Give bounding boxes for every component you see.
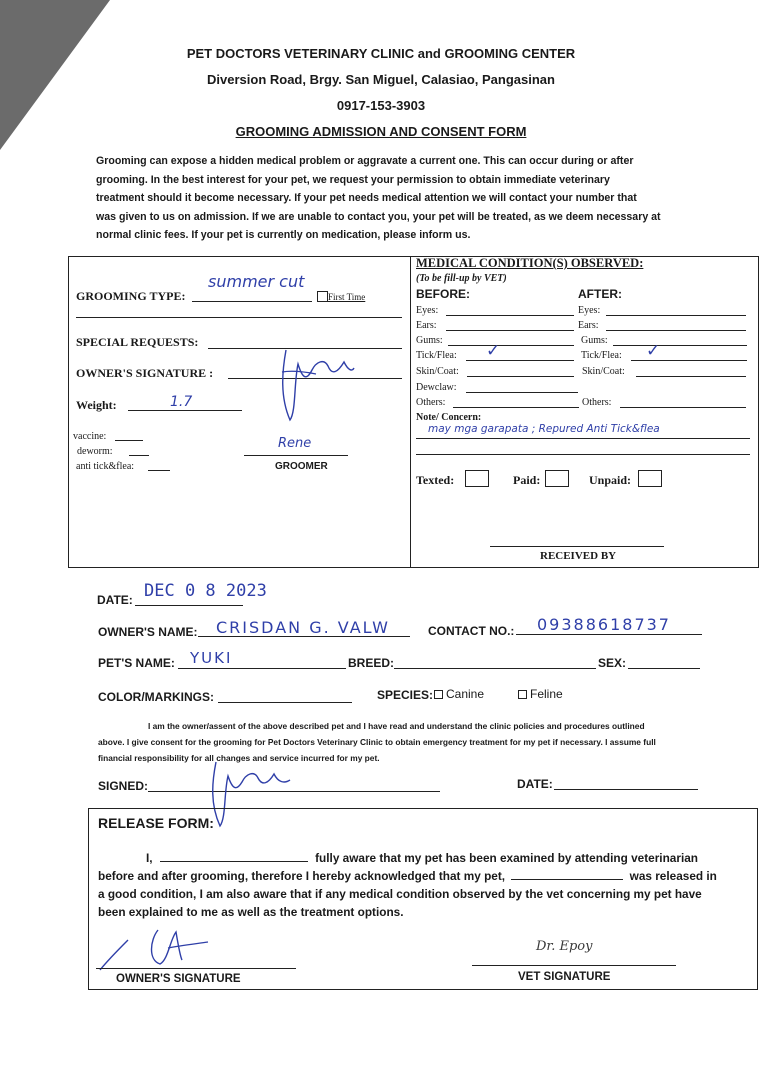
date2-line <box>554 789 698 790</box>
box-divider <box>410 256 411 567</box>
groomer-line <box>244 455 348 456</box>
eyes-before-label: Eyes: <box>416 305 439 316</box>
eyes-before-line <box>446 315 574 316</box>
ears-before-label: Ears: <box>416 320 437 331</box>
intro-line: treatment should it become necessary. If your pet needs medical attention we will contact your number that <box>96 192 637 204</box>
medical-subtitle: (To be fill-up by VET) <box>416 273 507 284</box>
antitick-label: anti tick&flea: <box>76 461 135 472</box>
consent-line: I am the owner/assent of the above described pet and I have read and understand the clinic policies and procedures outlined <box>148 721 645 731</box>
tick-before-label: Tick/Flea: <box>416 350 457 361</box>
owner-signature-label: OWNER'S SIGNATURE : <box>76 366 214 380</box>
deworm-label: deworm: <box>77 446 113 457</box>
consent-line: financial responsibility for all changes and service incurred for my pet. <box>98 753 380 763</box>
release-line-1 <box>98 849 750 867</box>
ears-before-line <box>446 330 574 331</box>
owner-release-signature-line <box>96 968 296 969</box>
color-markings-line <box>218 702 352 703</box>
species-label: SPECIES: <box>377 688 434 702</box>
consent-line: above. I give consent for the grooming for Pet Doctors Veterinary Clinic to obtain emergency treatment for my pet if necessary. I assume full <box>98 737 656 747</box>
skin-after-line <box>636 376 746 377</box>
date-stamp-value: DEC 0 8 2023 <box>144 581 267 601</box>
antitick-line <box>148 470 170 471</box>
dewclaw-line <box>466 392 578 393</box>
date-label: DATE: <box>97 593 133 607</box>
breed-label: BREED: <box>348 656 395 670</box>
weight-value: 1.7 <box>170 394 193 410</box>
owner-release-signature-scribble <box>98 920 218 980</box>
grooming-type-label: GROOMING TYPE: <box>76 289 186 303</box>
release-line-2 <box>98 867 750 885</box>
deworm-line <box>129 455 149 456</box>
gums-after-line <box>613 345 747 346</box>
others-before-line <box>453 407 579 408</box>
eyes-after-label: Eyes: <box>578 305 601 316</box>
pet-name-line <box>178 668 346 669</box>
paid-checkbox[interactable] <box>545 470 569 487</box>
vet-signature-label: VET SIGNATURE <box>518 971 611 983</box>
release-i: I, <box>146 851 153 865</box>
tick-before-line <box>466 360 574 361</box>
texted-checkbox[interactable] <box>465 470 489 487</box>
intro-paragraph <box>96 152 702 245</box>
intro-line: Grooming can expose a hidden medical problem or aggravate a current one. This can occur during or after <box>96 155 634 167</box>
gums-before-line <box>448 345 574 346</box>
pet-name-label: PET'S NAME: <box>98 656 175 670</box>
gums-after-label: Gums: <box>581 335 608 346</box>
groomer-label: GROOMER <box>275 461 328 472</box>
tick-before-checkmark: ✓ <box>486 341 501 360</box>
release-line-4: been explained to me as well as the treatment options. <box>98 905 404 919</box>
weight-line <box>128 410 242 411</box>
gums-before-label: Gums: <box>416 335 443 346</box>
contact-label: CONTACT NO.: <box>428 624 515 638</box>
form-title: GROOMING ADMISSION AND CONSENT FORM <box>235 124 527 139</box>
contact-line <box>516 634 702 635</box>
sex-label: SEX: <box>598 656 627 670</box>
release-owner-blank[interactable] <box>160 851 308 862</box>
note-value: may mga garapata ; Repured Anti Tick&flea <box>428 423 660 435</box>
vaccine-label: vaccine: <box>73 431 107 442</box>
owner-name-label: OWNER'S NAME: <box>98 625 198 639</box>
after-label: AFTER: <box>578 287 622 301</box>
ears-after-line <box>606 330 746 331</box>
received-by-line <box>490 546 664 547</box>
clinic-name: PET DOCTORS VETERINARY CLINIC and GROOMING CENTER <box>186 46 576 61</box>
release-paragraph <box>98 849 750 921</box>
release-title: RELEASE FORM: <box>98 815 214 831</box>
special-requests-label: SPECIAL REQUESTS: <box>76 335 199 349</box>
skin-before-label: Skin/Coat: <box>416 366 459 377</box>
skin-after-label: Skin/Coat: <box>582 366 625 377</box>
release-pet-blank[interactable] <box>511 869 623 880</box>
vet-signature-line <box>472 965 676 966</box>
canine-checkbox[interactable] <box>434 690 443 699</box>
owner-signature-scribble <box>276 342 356 432</box>
tick-after-checkmark: ✓ <box>646 341 661 360</box>
release-line-3: a good condition, I am also aware that if any medical condition observed by the vet concerning my pet have <box>98 887 702 901</box>
consent-paragraph <box>98 718 704 766</box>
contact-value: 09388618737 <box>537 615 671 634</box>
weight-label: Weight: <box>76 398 117 412</box>
intro-line: normal clinic fees. If your pet is currently on medication, please inform us. <box>96 229 471 241</box>
groomer-name-value: Rene <box>278 436 312 451</box>
ears-after-label: Ears: <box>578 320 599 331</box>
first-time-label: First Time <box>328 292 366 302</box>
owner-name-value: CRISDAN G. VALW <box>216 618 390 637</box>
grooming-type-line <box>192 301 312 302</box>
grooming-type-line-2 <box>76 317 402 318</box>
before-label: BEFORE: <box>416 287 470 301</box>
canine-label: Canine <box>446 687 485 701</box>
date2-label: DATE: <box>517 777 553 791</box>
signed-label: SIGNED: <box>98 779 149 793</box>
texted-label: Texted: <box>416 473 455 487</box>
signed-line <box>148 791 440 792</box>
unpaid-label: Unpaid: <box>589 473 632 487</box>
note-line-1 <box>416 438 750 439</box>
skin-before-line <box>467 376 574 377</box>
eyes-after-line <box>606 315 746 316</box>
note-label: Note/ Concern: <box>416 412 482 423</box>
tick-after-label: Tick/Flea: <box>581 350 622 361</box>
medical-title: MEDICAL CONDITION(S) OBSERVED: <box>416 256 644 270</box>
pet-name-value: YUKI <box>190 649 233 667</box>
vaccine-line <box>115 440 143 441</box>
color-markings-label: COLOR/MARKINGS: <box>98 690 214 704</box>
feline-checkbox[interactable] <box>518 690 527 699</box>
release-text: before and after grooming, therefore I hereby acknowledged that my pet, <box>98 869 506 883</box>
others-after-line <box>620 407 746 408</box>
others-before-label: Others: <box>416 397 446 408</box>
paid-label: Paid: <box>513 473 541 487</box>
others-after-label: Others: <box>582 397 612 408</box>
feline-label: Feline <box>530 687 563 701</box>
date-line <box>135 605 243 606</box>
intro-line: was given to us on admission. If we are unable to contact you, your pet will be treated, as we deem necessary at <box>96 210 661 223</box>
clinic-phone: 0917-153-3903 <box>336 98 426 113</box>
intro-line: grooming. In the best interest for your pet, we request your permission to obtain immediate veterinary <box>96 173 610 186</box>
note-line-2 <box>416 454 750 455</box>
unpaid-checkbox[interactable] <box>638 470 662 487</box>
received-by-label: RECEIVED BY <box>540 550 617 562</box>
sex-line <box>628 668 700 669</box>
clinic-address: Diversion Road, Brgy. San Miguel, Calasiao, Pangasinan <box>207 72 555 87</box>
release-text: fully aware that my pet has been examined by attending veterinarian <box>315 851 698 865</box>
first-time-checkbox[interactable] <box>317 291 328 302</box>
dewclaw-label: Dewclaw: <box>416 382 457 393</box>
owner-release-signature-label: OWNER'S SIGNATURE <box>116 973 241 985</box>
grooming-type-value: summer cut <box>208 272 305 291</box>
release-text: was released in <box>629 869 717 883</box>
vet-signature-text: Dr. Epoy <box>536 939 593 954</box>
breed-line <box>394 668 596 669</box>
